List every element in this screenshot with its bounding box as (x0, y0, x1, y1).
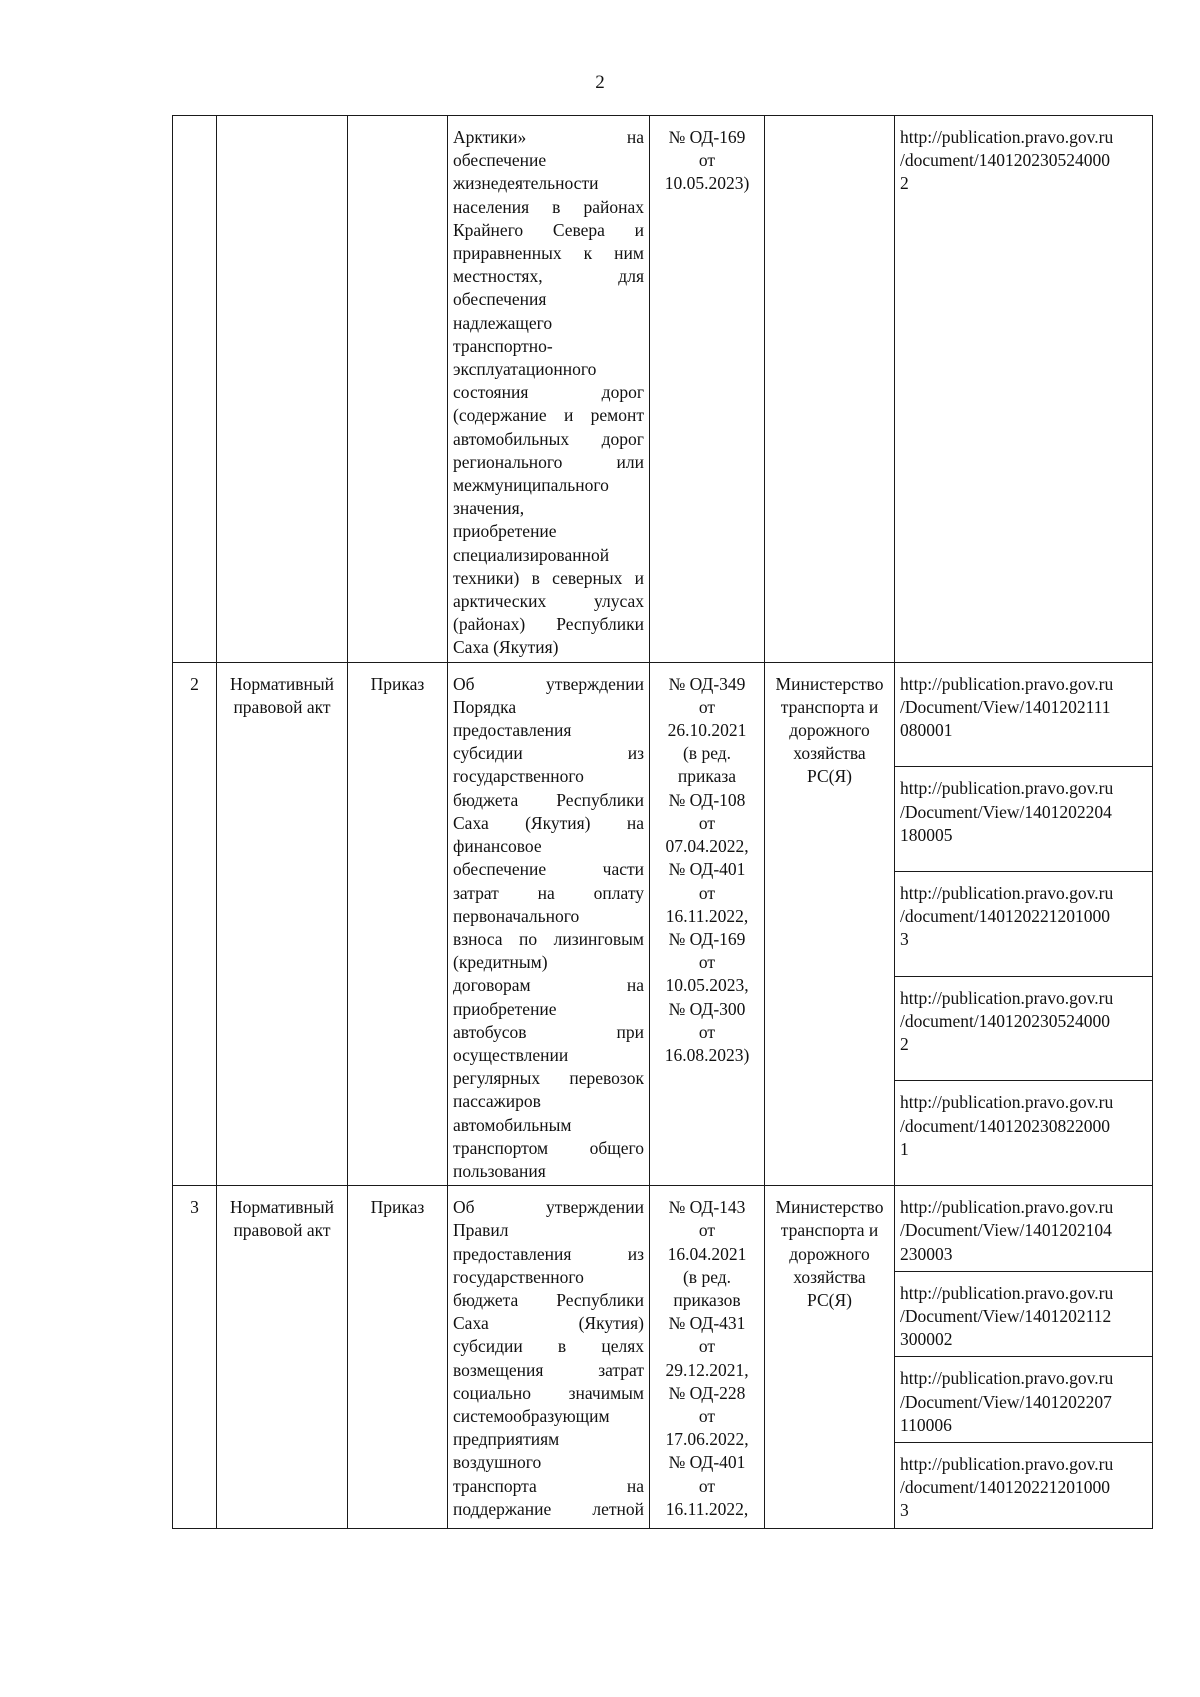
doc-authority-cell (765, 116, 895, 663)
doc-requisites-line: от (698, 1021, 716, 1042)
doc-title-line: взноса по лизинговым (453, 928, 644, 949)
doc-requisites-line: от (698, 882, 716, 903)
doc-title-line: первоначального (453, 905, 580, 926)
publication-link-line: 2 (900, 1034, 909, 1055)
doc-requisites-line: от (698, 812, 716, 833)
publication-link-line: http://publication.pravo.gov.ru (900, 883, 1114, 904)
publication-link-line: http://publication.pravo.gov.ru (900, 127, 1114, 147)
publication-link-cell (895, 872, 1153, 977)
publication-link[interactable] (900, 1453, 1147, 1523)
doc-title-line: государственного (453, 1266, 584, 1287)
doc-title-line: обеспечения (453, 289, 547, 310)
doc-title-line: субсидии из (453, 743, 644, 764)
doc-kind-cell (348, 662, 448, 1185)
doc-requisites-line: (в ред. (682, 1266, 732, 1287)
doc-requisites-line: 16.04.2021 (667, 1243, 747, 1264)
publication-link-cell (895, 116, 1153, 663)
doc-title-line: местностях, для (453, 266, 644, 287)
doc-title-line: возмещения затрат (453, 1359, 644, 1380)
doc-type-line: правовой акт (233, 696, 331, 717)
doc-title-line: Арктики» на (453, 127, 644, 147)
row-number (173, 662, 217, 1185)
doc-requisites-line: приказа (677, 766, 737, 787)
publication-link-cell (895, 1357, 1153, 1443)
doc-title-line: приобретение (453, 521, 557, 542)
doc-title-line: предоставления (453, 720, 572, 741)
doc-requisites-line: от (698, 952, 716, 973)
doc-title-line: эксплуатационного (453, 359, 597, 380)
doc-type-line: правовой акт (233, 1220, 331, 1241)
table-row (173, 662, 1153, 767)
doc-title-line: Саха (Якутия) на (453, 812, 644, 833)
doc-title-line: Порядка (453, 696, 517, 717)
publication-link-line: /Document/View/1401202112 (900, 1305, 1112, 1326)
documents-table (172, 115, 1153, 1529)
publication-link-line: /Document/View/1401202204 (900, 801, 1112, 822)
publication-link-line: http://publication.pravo.gov.ru (900, 987, 1114, 1008)
publication-link-line: /document/140120230524000 (900, 150, 1110, 171)
doc-authority-line: Министерство (775, 673, 884, 694)
doc-requisites-line: 10.05.2023) (664, 173, 750, 194)
doc-title-line: техники) в северных и (453, 567, 644, 588)
publication-link[interactable] (900, 1091, 1147, 1161)
table-row (173, 1186, 1153, 1272)
publication-link-line: /Document/View/1401202207 (900, 1391, 1112, 1412)
doc-title-line: транспорта на (453, 1475, 644, 1496)
doc-title-line: пользования (453, 1160, 546, 1181)
doc-requisites-line: приказов (673, 1289, 741, 1310)
publication-link-line: /document/140120221201000 (900, 1477, 1110, 1498)
publication-link-line: 080001 (900, 720, 953, 741)
doc-requisites-line: 16.11.2022, (665, 905, 749, 926)
doc-title-line: приобретение (453, 998, 557, 1019)
doc-title-line: социально значимым (453, 1382, 644, 1403)
doc-type-cell (217, 1186, 348, 1528)
doc-title-line: государственного (453, 766, 584, 787)
doc-title-line: жизнедеятельности (453, 173, 599, 194)
doc-requisites-line: от (698, 150, 716, 171)
doc-requisites-line: 17.06.2022, (665, 1429, 749, 1450)
doc-title-line: субсидии в целях (453, 1336, 644, 1357)
doc-requisites-line: № ОД-401 (668, 1452, 746, 1473)
publication-link-line: http://publication.pravo.gov.ru (900, 1092, 1114, 1113)
doc-type-cell (217, 116, 348, 663)
publication-link-line: http://publication.pravo.gov.ru (900, 1197, 1114, 1218)
doc-authority-line: Министерство (775, 1197, 884, 1218)
publication-link[interactable] (900, 1196, 1147, 1266)
publication-link[interactable] (900, 1367, 1147, 1437)
doc-title-line: регионального или (453, 451, 644, 472)
doc-title-line: Крайнего Севера и (453, 219, 644, 240)
doc-requisites-line: № ОД-143 (668, 1197, 746, 1218)
publication-link[interactable] (900, 673, 1147, 743)
publication-link-line: 180005 (900, 824, 953, 845)
doc-title-line: обеспечение части (453, 859, 644, 880)
doc-authority-line: хозяйства (793, 743, 866, 764)
doc-title-line: Об утверждении (453, 1197, 644, 1218)
doc-authority-line: РС(Я) (807, 1289, 852, 1310)
publication-link-line: 110006 (900, 1414, 952, 1435)
publication-link-line: http://publication.pravo.gov.ru (900, 1282, 1114, 1303)
doc-requisites-line: от (698, 1475, 716, 1496)
doc-title-line: транспортно- (453, 335, 553, 356)
doc-title-line: договорам на (453, 975, 644, 996)
publication-link[interactable] (900, 987, 1147, 1057)
publication-link-line: 1 (900, 1138, 909, 1159)
doc-requisites-cell (650, 116, 765, 663)
doc-authority-cell (765, 662, 895, 1185)
doc-title-line: Саха (Якутия) (453, 637, 559, 658)
doc-requisites-cell (650, 1186, 765, 1528)
publication-link-line: 3 (900, 929, 909, 950)
publication-link-line: http://publication.pravo.gov.ru (900, 778, 1114, 799)
doc-title-line: населения в районах (453, 196, 644, 217)
doc-requisites-line: № ОД-300 (668, 998, 746, 1019)
doc-kind-cell (348, 116, 448, 663)
doc-authority-line: транспорта и (780, 1220, 879, 1241)
doc-title-line: осуществлении (453, 1044, 569, 1065)
doc-requisites-line: 10.05.2023, (665, 975, 749, 996)
doc-requisites-line: от (698, 696, 716, 717)
doc-requisites-line: № ОД-349 (668, 673, 746, 694)
doc-requisites-line: от (698, 1405, 716, 1426)
doc-authority-line: РС(Я) (807, 766, 852, 787)
doc-title-line: поддержание летной (453, 1498, 644, 1519)
doc-requisites-line: 26.10.2021 (667, 720, 747, 741)
doc-type-cell (217, 662, 348, 1185)
doc-title-line: (содержание и ремонт (453, 405, 644, 426)
publication-link-line: /Document/View/1401202104 (900, 1220, 1112, 1241)
doc-requisites-line: № ОД-169 (668, 928, 746, 949)
publication-link-cell (895, 662, 1153, 767)
doc-authority-cell (765, 1186, 895, 1528)
doc-title-line: (районах) Республики (453, 614, 644, 635)
publication-link-line: 230003 (900, 1243, 953, 1264)
row-number (173, 1186, 217, 1528)
doc-title-line: приравненных к ним (453, 243, 644, 264)
doc-requisites-line: № ОД-169 (668, 127, 746, 147)
doc-title-line: воздушного (453, 1452, 542, 1473)
row-number-text: 3 (190, 1197, 199, 1218)
publication-link[interactable] (900, 126, 1147, 196)
doc-title-line: автомобильным (453, 1114, 572, 1135)
publication-link-line: /document/140120230524000 (900, 1010, 1110, 1031)
doc-authority-line: хозяйства (793, 1266, 866, 1287)
doc-requisites-line: 29.12.2021, (665, 1359, 749, 1380)
doc-title-line: арктических улусах (453, 591, 644, 612)
doc-title-line: надлежащего (453, 312, 553, 333)
doc-title-cell (448, 116, 650, 663)
publication-link-line: http://publication.pravo.gov.ru (900, 1453, 1114, 1474)
doc-requisites-line: № ОД-431 (668, 1313, 746, 1334)
publication-link-line: http://publication.pravo.gov.ru (900, 1368, 1114, 1389)
row-number-text: 2 (190, 673, 199, 694)
row-number (173, 116, 217, 663)
doc-title-line: специализированной (453, 544, 610, 565)
doc-kind-line: Приказ (370, 1197, 425, 1218)
doc-requisites-line: № ОД-228 (668, 1382, 746, 1403)
doc-title-line: обеспечение (453, 150, 547, 171)
publication-link[interactable] (900, 1282, 1147, 1352)
page-number: 2 (595, 72, 605, 93)
publication-link[interactable] (900, 882, 1147, 952)
publication-link-line: /Document/View/1401202111 (900, 696, 1111, 717)
publication-link-line: 2 (900, 173, 909, 194)
doc-title-line: Правил (453, 1220, 509, 1241)
publication-link-cell (895, 1186, 1153, 1272)
doc-title-line: Саха (Якутия) (453, 1313, 644, 1334)
doc-title-cell (448, 662, 650, 1185)
table-row (173, 116, 1153, 663)
doc-title-line: межмуниципального (453, 475, 609, 496)
publication-link-cell (895, 767, 1153, 872)
publication-link-cell (895, 1271, 1153, 1357)
doc-title-line: бюджета Республики (453, 1289, 644, 1310)
publication-link-line: 3 (900, 1500, 909, 1521)
doc-authority-line: дорожного (789, 1243, 870, 1264)
doc-title-line: бюджета Республики (453, 789, 644, 810)
doc-title-line: значения, (453, 498, 525, 519)
publication-link-line: /document/140120221201000 (900, 906, 1110, 927)
doc-requisites-line: от (698, 1220, 716, 1241)
doc-title-line: пассажиров (453, 1091, 541, 1112)
publication-link-line: http://publication.pravo.gov.ru (900, 673, 1114, 694)
doc-title-line: состояния дорог (453, 382, 644, 403)
doc-type-line: Нормативный (230, 673, 334, 694)
publication-link-line: 300002 (900, 1329, 953, 1350)
publication-link[interactable] (900, 777, 1147, 847)
doc-title-line: регулярных перевозок (453, 1068, 644, 1089)
doc-requisites-line: № ОД-108 (668, 789, 746, 810)
doc-title-cell (448, 1186, 650, 1528)
doc-requisites-line: 16.11.2022, (665, 1498, 749, 1519)
doc-title-line: (кредитным) (453, 952, 548, 973)
doc-title-line: автомобильных дорог (453, 428, 644, 449)
doc-title-line: предприятиям (453, 1429, 560, 1450)
doc-requisites-line: 07.04.2022, (665, 836, 749, 857)
doc-title-line: системообразующим (453, 1405, 610, 1426)
doc-title-line: финансовое (453, 836, 542, 857)
doc-title-line: затрат на оплату (453, 882, 644, 903)
publication-link-cell (895, 1442, 1153, 1528)
doc-requisites-line: от (698, 1336, 716, 1357)
doc-title-line: предоставления из (453, 1243, 644, 1264)
doc-kind-cell (348, 1186, 448, 1528)
doc-kind-line: Приказ (370, 673, 425, 694)
publication-link-line: /document/140120230822000 (900, 1115, 1110, 1136)
doc-authority-line: транспорта и (780, 696, 879, 717)
publication-link-cell (895, 976, 1153, 1081)
doc-title-line: транспортом общего (453, 1137, 644, 1158)
doc-requisites-line: № ОД-401 (668, 859, 746, 880)
doc-requisites-cell (650, 662, 765, 1185)
publication-link-cell (895, 1081, 1153, 1186)
doc-authority-line: дорожного (789, 720, 870, 741)
doc-requisites-line: 16.08.2023) (664, 1044, 750, 1065)
doc-title-line: автобусов при (453, 1021, 644, 1042)
doc-title-line: Об утверждении (453, 673, 644, 694)
doc-requisites-line: (в ред. (682, 743, 732, 764)
doc-type-line: Нормативный (230, 1197, 334, 1218)
